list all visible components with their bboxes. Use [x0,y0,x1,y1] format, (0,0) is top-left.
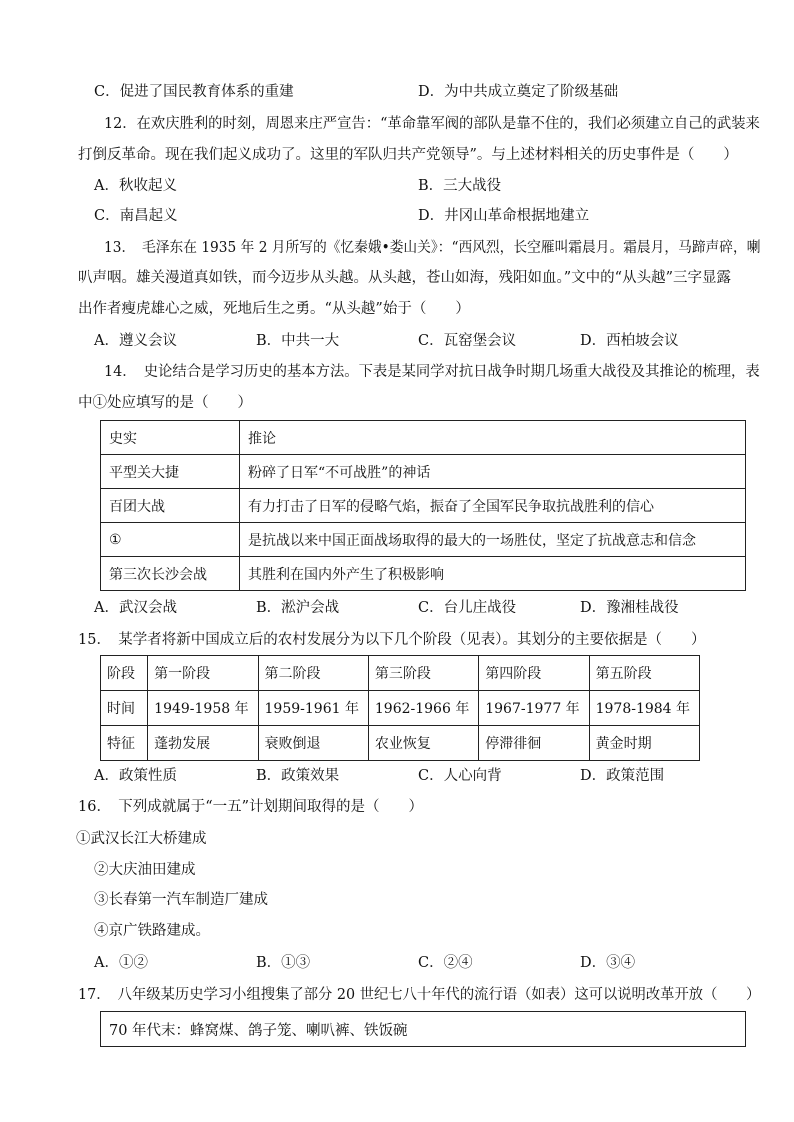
table-header-cell: 推论 [240,421,746,455]
q13-option-a: A．遵义会议 [94,333,177,349]
q15-option-b: B．政策效果 [256,768,340,784]
q16-stem: 16． 下列成就属于“一五”计划期间取得的是（ ） [78,799,424,815]
q13-option-b: B．中共一大 [256,333,340,349]
q16-item-3: ③长春第一汽车制造厂建成 [94,892,268,908]
q14-option-b: B．淞沪会战 [256,600,340,616]
table-cell: 其胜利在国内外产生了积极影响 [240,557,746,591]
table-cell: 蓬勃发展 [148,726,258,761]
q16-option-c: C．②④ [418,955,473,971]
table-row [101,421,746,455]
table-row [101,523,746,557]
q11-option-c: C．促进了国民教育体系的重建 [94,84,294,100]
table-cell: 特征 [101,726,148,761]
table-cell: 农业恢复 [368,726,478,761]
q13-stem-line1: 13． 毛泽东在 1935 年 2 月所写的《忆秦娥•娄山关》：“西风烈，长空雁叫霜晨月。霜晨月，马蹄声碎，喇 [104,240,761,256]
q15-option-d: D．政策范围 [580,768,665,784]
table-cell: 黄金时期 [589,726,699,761]
table-cell: 平型关大捷 [101,455,240,489]
table-cell: 是抗战以来中国正面战场取得的最大的一场胜仗，坚定了抗战意志和信念 [240,523,746,557]
q16-item-2: ②大庆油田建成 [94,862,196,878]
q12-stem-line2: 打倒反革命。现在我们起义成功了。这里的军队归共产党领导”。与上述材料相关的历史事件是（ ） [78,147,738,163]
q16-option-a: A．①② [94,955,148,971]
q14-option-d: D．豫湘桂战役 [580,600,679,616]
table-row [101,455,746,489]
q14-option-a: A．武汉会战 [94,600,177,616]
q13-stem-line3: 出作者瘦虎雄心之威，死地后生之勇。“从头越”始于（ ） [78,301,470,317]
q12-option-d: D．井冈山革命根据地建立 [418,208,590,224]
table-header-cell: 第三阶段 [368,656,478,691]
q12-option-c: C．南昌起义 [94,208,178,224]
q14-stem-line1: 14． 史论结合是学习历史的基本方法。下表是某同学对抗日战争时期几场重大战役及其推论的梳理，表 [104,364,760,380]
table-cell: 时间 [101,691,148,726]
table-cell: 第三次长沙会战 [101,557,240,591]
q13-stem-line2: 叭声咽。雄关漫道真如铁，而今迈步从头越。从头越，苍山如海，残阳如血。”文中的“从头越”三字显露 [78,270,731,286]
table-header-cell: 史实 [101,421,240,455]
table-cell: ① [101,523,240,557]
table-row [101,489,746,523]
table-header-cell: 第四阶段 [479,656,589,691]
table-cell: 停滞徘徊 [479,726,589,761]
q14-option-c: C．台儿庄战役 [418,600,517,616]
table-row [101,726,700,761]
table-cell: 衰败倒退 [258,726,368,761]
q17-stem: 17． 八年级某历史学习小组搜集了部分 20 世纪七八十年代的流行语（如表）这可以说明改革开放（ ） [78,987,761,1003]
q12-option-a: A．秋收起义 [94,178,177,194]
q15-stem: 15． 某学者将新中国成立后的农村发展分为以下几个阶段（见表）。其划分的主要依据是（ ） [78,632,706,648]
q13-option-c: C．瓦窑堡会议 [418,333,517,349]
table-cell: 百团大战 [101,489,240,523]
q16-item-4: ④京广铁路建成。 [94,923,210,939]
table-cell: 粉碎了日军“不可战胜”的神话 [240,455,746,489]
table-header-cell: 第五阶段 [589,656,699,691]
table-row [101,691,700,726]
table-cell: 1978-1984 年 [589,691,699,726]
table-row [101,656,700,691]
q15-option-c: C．人心向背 [418,768,502,784]
table-row [101,557,746,591]
q12-stem-line1: 12．在欢庆胜利的时刻，周恩来庄严宣告：“革命靠军阀的部队是靠不住的，我们必须建立自己的武装来 [104,116,760,132]
q14-table [100,420,746,591]
q17-box-text: 70 年代末：蜂窝煤、鸽子笼、喇叭裤、铁饭碗 [109,1023,408,1039]
q13-option-d: D．西柏坡会议 [580,333,679,349]
table-header-cell: 第一阶段 [148,656,258,691]
q16-option-b: B．①③ [256,955,311,971]
q16-item-1: ①武汉长江大桥建成 [76,831,207,847]
table-cell: 1959-1961 年 [258,691,368,726]
q14-stem-line2: 中①处应填写的是（ ） [78,395,252,411]
q17-quote-box [100,1011,746,1047]
table-cell: 有力打击了日军的侵略气焰，振奋了全国军民争取抗战胜利的信心 [240,489,746,523]
q15-table [100,655,700,761]
table-cell: 1967-1977 年 [479,691,589,726]
table-cell: 1949-1958 年 [148,691,258,726]
q16-option-d: D．③④ [580,955,636,971]
table-cell: 1962-1966 年 [368,691,478,726]
table-header-cell: 阶段 [101,656,148,691]
q15-option-a: A．政策性质 [94,768,177,784]
table-header-cell: 第二阶段 [258,656,368,691]
q11-option-d: D．为中共成立奠定了阶级基础 [418,84,619,100]
q12-option-b: B．三大战役 [418,178,502,194]
